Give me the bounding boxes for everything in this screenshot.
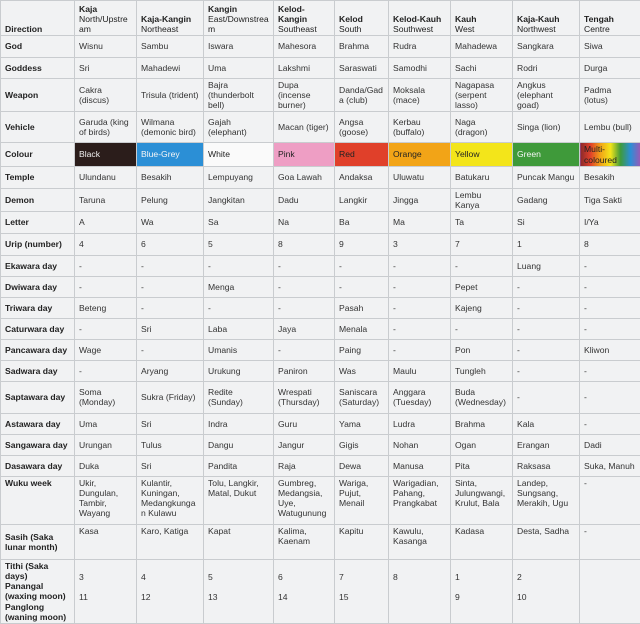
table-cell: Jaya: [274, 318, 335, 339]
table-cell: Bajra (thunderbolt bell): [204, 79, 274, 112]
table-cell: -: [451, 318, 513, 339]
table-cell: Manusa: [389, 455, 451, 476]
table-cell: Gumbreg, Medangsia, Uye, Watugunung: [274, 476, 335, 524]
table-cell: Kala: [513, 413, 580, 434]
table-cell: Dangu: [204, 434, 274, 455]
table-cell: Na: [274, 211, 335, 233]
table-cell: Lembu Kanya: [451, 188, 513, 211]
row-label: Sadwara day: [1, 360, 75, 381]
table-cell: Cakra (discus): [75, 79, 137, 112]
column-name: Kaja-Kangin: [141, 14, 199, 24]
table-cell: Besakih: [580, 166, 640, 188]
table-cell: Urungan: [75, 434, 137, 455]
table-cell: Sachi: [451, 58, 513, 79]
table-cell: -: [513, 339, 580, 360]
table-cell: Lakshmi: [274, 58, 335, 79]
panglong-value: 12: [141, 592, 199, 602]
table-cell: Tulus: [137, 434, 204, 455]
row-label: Vehicle: [1, 112, 75, 143]
table-cell: Ludra: [389, 413, 451, 434]
table-row: [1, 112, 640, 143]
table-cell: -: [580, 360, 640, 381]
table-cell: Aryang: [137, 360, 204, 381]
column-subtitle: Southwest: [393, 24, 433, 34]
tithi-cell: [451, 559, 513, 623]
table-row: [1, 211, 640, 233]
row-label: Temple: [1, 166, 75, 188]
table-cell: -: [274, 339, 335, 360]
table-cell: Moksala (mace): [389, 79, 451, 112]
table-cell: Pepet: [451, 276, 513, 297]
table-cell: Sri: [137, 413, 204, 434]
table-cell: Kliwon: [580, 339, 640, 360]
table-cell: Sri: [137, 318, 204, 339]
table-cell: -: [389, 297, 451, 318]
table-row: [1, 233, 640, 255]
table-cell: Uma: [75, 413, 137, 434]
column-subtitle: West: [455, 24, 474, 34]
table-cell: Wrespati (Thursday): [274, 381, 335, 413]
table-cell: Trisula (trident): [137, 79, 204, 112]
table-cell: Lempuyang: [204, 166, 274, 188]
table-cell: Raja: [274, 455, 335, 476]
table-row: [1, 559, 640, 623]
table-cell: 6: [137, 233, 204, 255]
table-row: [1, 255, 640, 276]
table-cell: Maulu: [389, 360, 451, 381]
table-cell: Tungleh: [451, 360, 513, 381]
colour-swatch: Blue-Grey: [137, 143, 204, 166]
column-subtitle: Northeast: [141, 24, 178, 34]
table-cell: -: [513, 360, 580, 381]
table-cell: Redite (Sunday): [204, 381, 274, 413]
table-cell: 8: [274, 233, 335, 255]
row-label: God: [1, 36, 75, 58]
table-cell: Buda (Wednesday): [451, 381, 513, 413]
row-label: Colour: [1, 143, 75, 166]
panglong-value: 9: [455, 592, 508, 602]
colour-swatch: Yellow: [451, 143, 513, 166]
table-cell: Desta, Sadha: [513, 524, 580, 559]
row-label: Saptawara day: [1, 381, 75, 413]
column-subtitle: South: [339, 24, 361, 34]
panangal-value: 4: [141, 572, 199, 592]
column-name: Kelod: [339, 14, 384, 24]
table-cell: 5: [204, 233, 274, 255]
tithi-cell: [580, 559, 640, 623]
row-label-line: Panglong (waning moon): [5, 602, 70, 622]
panangal-value: 8: [393, 572, 446, 592]
table-cell: -: [580, 318, 640, 339]
column-header: [513, 1, 580, 36]
table-cell: Padma (lotus): [580, 79, 640, 112]
direction-header: Direction: [1, 1, 75, 36]
table-cell: Saniscara (Saturday): [335, 381, 389, 413]
table-cell: -: [389, 255, 451, 276]
panangal-value: 6: [278, 572, 330, 592]
table-cell: Andaksa: [335, 166, 389, 188]
colour-swatch: Multi-coloured: [580, 143, 640, 166]
table-cell: Pasah: [335, 297, 389, 318]
table-cell: Siwa: [580, 36, 640, 58]
table-cell: Ta: [451, 211, 513, 233]
table-cell: Sri: [137, 455, 204, 476]
table-cell: -: [274, 297, 335, 318]
table-cell: Laba: [204, 318, 274, 339]
table-cell: Iswara: [204, 36, 274, 58]
table-cell: Was: [335, 360, 389, 381]
row-label-line: Tithi (Saka days): [5, 561, 70, 581]
table-cell: Dupa (incense burner): [274, 79, 335, 112]
table-cell: Besakih: [137, 166, 204, 188]
column-header: [137, 1, 204, 36]
panangal-value: 3: [79, 572, 132, 592]
row-label: Letter: [1, 211, 75, 233]
table-cell: 9: [335, 233, 389, 255]
row-label: Sangawara day: [1, 434, 75, 455]
table-cell: Kerbau (buffalo): [389, 112, 451, 143]
table-row: [1, 360, 640, 381]
table-cell: Wisnu: [75, 36, 137, 58]
column-header: [389, 1, 451, 36]
table-cell: Indra: [204, 413, 274, 434]
table-cell: Naga (dragon): [451, 112, 513, 143]
table-cell: -: [580, 255, 640, 276]
table-row: [1, 36, 640, 58]
row-label: Dasawara day: [1, 455, 75, 476]
table-cell: Singa (lion): [513, 112, 580, 143]
table-cell: -: [389, 276, 451, 297]
table-cell: Pita: [451, 455, 513, 476]
panangal-value: [584, 572, 636, 592]
table-cell: Ba: [335, 211, 389, 233]
row-label: Goddess: [1, 58, 75, 79]
table-cell: Angsa (goose): [335, 112, 389, 143]
table-cell: Tiga Sakti: [580, 188, 640, 211]
table-cell: -: [335, 255, 389, 276]
table-cell: Gadang: [513, 188, 580, 211]
table-cell: Mahadewa: [451, 36, 513, 58]
table-cell: 1: [513, 233, 580, 255]
row-label: Urip (number): [1, 233, 75, 255]
table-cell: -: [513, 381, 580, 413]
table-cell: Brahma: [335, 36, 389, 58]
table-row: [1, 476, 640, 524]
tithi-cell: [513, 559, 580, 623]
table-cell: Durga: [580, 58, 640, 79]
table-cell: Luang: [513, 255, 580, 276]
table-cell: Warigadian, Pahang, Prangkabat: [389, 476, 451, 524]
table-row: [1, 339, 640, 360]
table-cell: -: [580, 413, 640, 434]
table-cell: -: [75, 318, 137, 339]
table-cell: -: [580, 524, 640, 559]
table-row: [1, 455, 640, 476]
column-subtitle: Northwest: [517, 24, 556, 34]
table-cell: -: [389, 318, 451, 339]
table-row: [1, 166, 640, 188]
table-cell: Nohan: [389, 434, 451, 455]
table-cell: Macan (tiger): [274, 112, 335, 143]
table-cell: Si: [513, 211, 580, 233]
column-subtitle: Southeast: [278, 24, 317, 34]
row-label: Dwiwara day: [1, 276, 75, 297]
table-cell: -: [204, 255, 274, 276]
colour-swatch: Black: [75, 143, 137, 166]
table-cell: Kulantir, Kuningan, Medangkungan Kulawu: [137, 476, 204, 524]
colour-swatch: Green: [513, 143, 580, 166]
table-cell: Jangkitan: [204, 188, 274, 211]
table-row: [1, 413, 640, 434]
table-cell: Kajeng: [451, 297, 513, 318]
table-row: [1, 58, 640, 79]
table-row: [1, 79, 640, 112]
table-cell: Pandita: [204, 455, 274, 476]
table-cell: -: [75, 276, 137, 297]
table-cell: Ulundanu: [75, 166, 137, 188]
table-cell: Dewa: [335, 455, 389, 476]
table-cell: Mahadewi: [137, 58, 204, 79]
table-cell: Batukaru: [451, 166, 513, 188]
table-cell: Uluwatu: [389, 166, 451, 188]
row-label: [1, 559, 75, 623]
row-label: Demon: [1, 188, 75, 211]
column-subtitle: East/Downstream: [208, 14, 269, 34]
table-cell: -: [389, 339, 451, 360]
table-cell: Sambu: [137, 36, 204, 58]
colour-swatch: Red: [335, 143, 389, 166]
table-cell: Karo, Katiga: [137, 524, 204, 559]
table-cell: Samodhi: [389, 58, 451, 79]
table-cell: Kalima, Kaenam: [274, 524, 335, 559]
column-header: [274, 1, 335, 36]
table-cell: -: [274, 255, 335, 276]
table-cell: Guru: [274, 413, 335, 434]
tithi-cell: [137, 559, 204, 623]
column-name: Tengah: [584, 14, 636, 24]
table-cell: Paing: [335, 339, 389, 360]
table-cell: -: [137, 276, 204, 297]
table-cell: Kapitu: [335, 524, 389, 559]
panglong-value: 15: [339, 592, 384, 602]
column-header: [335, 1, 389, 36]
table-cell: Wage: [75, 339, 137, 360]
table-cell: Jingga: [389, 188, 451, 211]
column-name: Kaja-Kauh: [517, 14, 575, 24]
table-cell: I/Ya: [580, 211, 640, 233]
table-row: [1, 381, 640, 413]
table-cell: Ma: [389, 211, 451, 233]
panglong-value: 11: [79, 592, 132, 602]
table-cell: Beteng: [75, 297, 137, 318]
table-cell: Gajah (elephant): [204, 112, 274, 143]
table-cell: 7: [451, 233, 513, 255]
table-cell: Kasa: [75, 524, 137, 559]
table-cell: Suka, Manuh: [580, 455, 640, 476]
panglong-value: 13: [208, 592, 269, 602]
table-cell: Lembu (bull): [580, 112, 640, 143]
table-cell: -: [274, 276, 335, 297]
panangal-value: 7: [339, 572, 384, 592]
table-cell: Sangkara: [513, 36, 580, 58]
table-cell: Paniron: [274, 360, 335, 381]
table-cell: -: [335, 276, 389, 297]
table-cell: Landep, Sungsang, Merakih, Ugu: [513, 476, 580, 524]
table-cell: Kawulu, Kasanga: [389, 524, 451, 559]
column-name: Kangin: [208, 4, 269, 14]
table-cell: Goa Lawah: [274, 166, 335, 188]
table-cell: Duka: [75, 455, 137, 476]
table-cell: Menala: [335, 318, 389, 339]
table-cell: Mahesora: [274, 36, 335, 58]
column-name: Kelod-Kangin: [278, 4, 330, 24]
table-cell: -: [137, 339, 204, 360]
colour-swatch: White: [204, 143, 274, 166]
colour-swatch: Orange: [389, 143, 451, 166]
table-cell: Yama: [335, 413, 389, 434]
table-cell: Dadu: [274, 188, 335, 211]
table-cell: 3: [389, 233, 451, 255]
row-label: Caturwara day: [1, 318, 75, 339]
table-cell: Menga: [204, 276, 274, 297]
table-cell: -: [137, 255, 204, 276]
table-cell: Sa: [204, 211, 274, 233]
table-cell: Brahma: [451, 413, 513, 434]
table-row: [1, 434, 640, 455]
table-cell: Pelung: [137, 188, 204, 211]
table-row: [1, 524, 640, 559]
table-row: [1, 188, 640, 211]
table-cell: Tolu, Langkir, Matal, Dukut: [204, 476, 274, 524]
tithi-cell: [389, 559, 451, 623]
table-cell: -: [513, 276, 580, 297]
tithi-cell: [274, 559, 335, 623]
tithi-cell: [75, 559, 137, 623]
table-cell: Langkir: [335, 188, 389, 211]
table-cell: Erangan: [513, 434, 580, 455]
table-cell: -: [75, 360, 137, 381]
table-cell: Anggara (Tuesday): [389, 381, 451, 413]
column-name: Kauh: [455, 14, 508, 24]
row-label: Sasih (Saka lunar month): [1, 524, 75, 559]
table-cell: Dadi: [580, 434, 640, 455]
table-cell: Garuda (king of birds): [75, 112, 137, 143]
table-cell: Umanis: [204, 339, 274, 360]
column-subtitle: Centre: [584, 24, 610, 34]
table-cell: Urukung: [204, 360, 274, 381]
table-cell: 8: [580, 233, 640, 255]
table-cell: Taruna: [75, 188, 137, 211]
tithi-cell: [335, 559, 389, 623]
table-row: [1, 297, 640, 318]
table-cell: Wariga, Pujut, Menail: [335, 476, 389, 524]
table-cell: Saraswati: [335, 58, 389, 79]
table-cell: Ogan: [451, 434, 513, 455]
table-cell: Angkus (elephant goad): [513, 79, 580, 112]
table-cell: Sukra (Friday): [137, 381, 204, 413]
table-row: [1, 276, 640, 297]
tithi-cell: [204, 559, 274, 623]
table-row: [1, 318, 640, 339]
table-cell: Puncak Mangu: [513, 166, 580, 188]
table-cell: Ukir, Dungulan, Tambir, Wayang: [75, 476, 137, 524]
table-cell: Danda/Gada (club): [335, 79, 389, 112]
table-cell: A: [75, 211, 137, 233]
table-cell: -: [580, 276, 640, 297]
panglong-value: 10: [517, 592, 575, 602]
table-cell: -: [513, 297, 580, 318]
table-cell: -: [75, 255, 137, 276]
colour-swatch: Pink: [274, 143, 335, 166]
row-label: Triwara day: [1, 297, 75, 318]
table-cell: Rodri: [513, 58, 580, 79]
table-cell: Uma: [204, 58, 274, 79]
column-name: Kelod-Kauh: [393, 14, 446, 24]
panangal-value: 1: [455, 572, 508, 592]
table-cell: Sri: [75, 58, 137, 79]
column-name: Kaja: [79, 4, 132, 14]
table-cell: Wilmana (demonic bird): [137, 112, 204, 143]
table-cell: Wa: [137, 211, 204, 233]
column-header: [75, 1, 137, 36]
row-label-line: Panangal (waxing moon): [5, 581, 70, 601]
table-cell: Soma (Monday): [75, 381, 137, 413]
row-label: Ekawara day: [1, 255, 75, 276]
table-cell: -: [137, 297, 204, 318]
table-cell: Gigis: [335, 434, 389, 455]
table-cell: Kadasa: [451, 524, 513, 559]
table-cell: Raksasa: [513, 455, 580, 476]
table-cell: -: [451, 255, 513, 276]
column-header: [204, 1, 274, 36]
panangal-value: 5: [208, 572, 269, 592]
table-cell: Kapat: [204, 524, 274, 559]
row-label: Astawara day: [1, 413, 75, 434]
column-header: [451, 1, 513, 36]
table-cell: Pon: [451, 339, 513, 360]
table-cell: Rudra: [389, 36, 451, 58]
table-cell: -: [204, 297, 274, 318]
panglong-value: 14: [278, 592, 330, 602]
row-label: Wuku week: [1, 476, 75, 524]
table-cell: 4: [75, 233, 137, 255]
table-cell: Jangur: [274, 434, 335, 455]
table-cell: Sinta, Julungwangi, Krulut, Bala: [451, 476, 513, 524]
row-label: Weapon: [1, 79, 75, 112]
table-cell: -: [580, 476, 640, 524]
table-cell: -: [580, 297, 640, 318]
column-subtitle: North/Upstream: [79, 14, 128, 34]
table-cell: Nagapasa (serpent lasso): [451, 79, 513, 112]
table-cell: -: [513, 318, 580, 339]
column-header: [580, 1, 640, 36]
table-cell: -: [580, 381, 640, 413]
table-row: [1, 143, 640, 166]
panangal-value: 2: [517, 572, 575, 592]
row-label: Pancawara day: [1, 339, 75, 360]
